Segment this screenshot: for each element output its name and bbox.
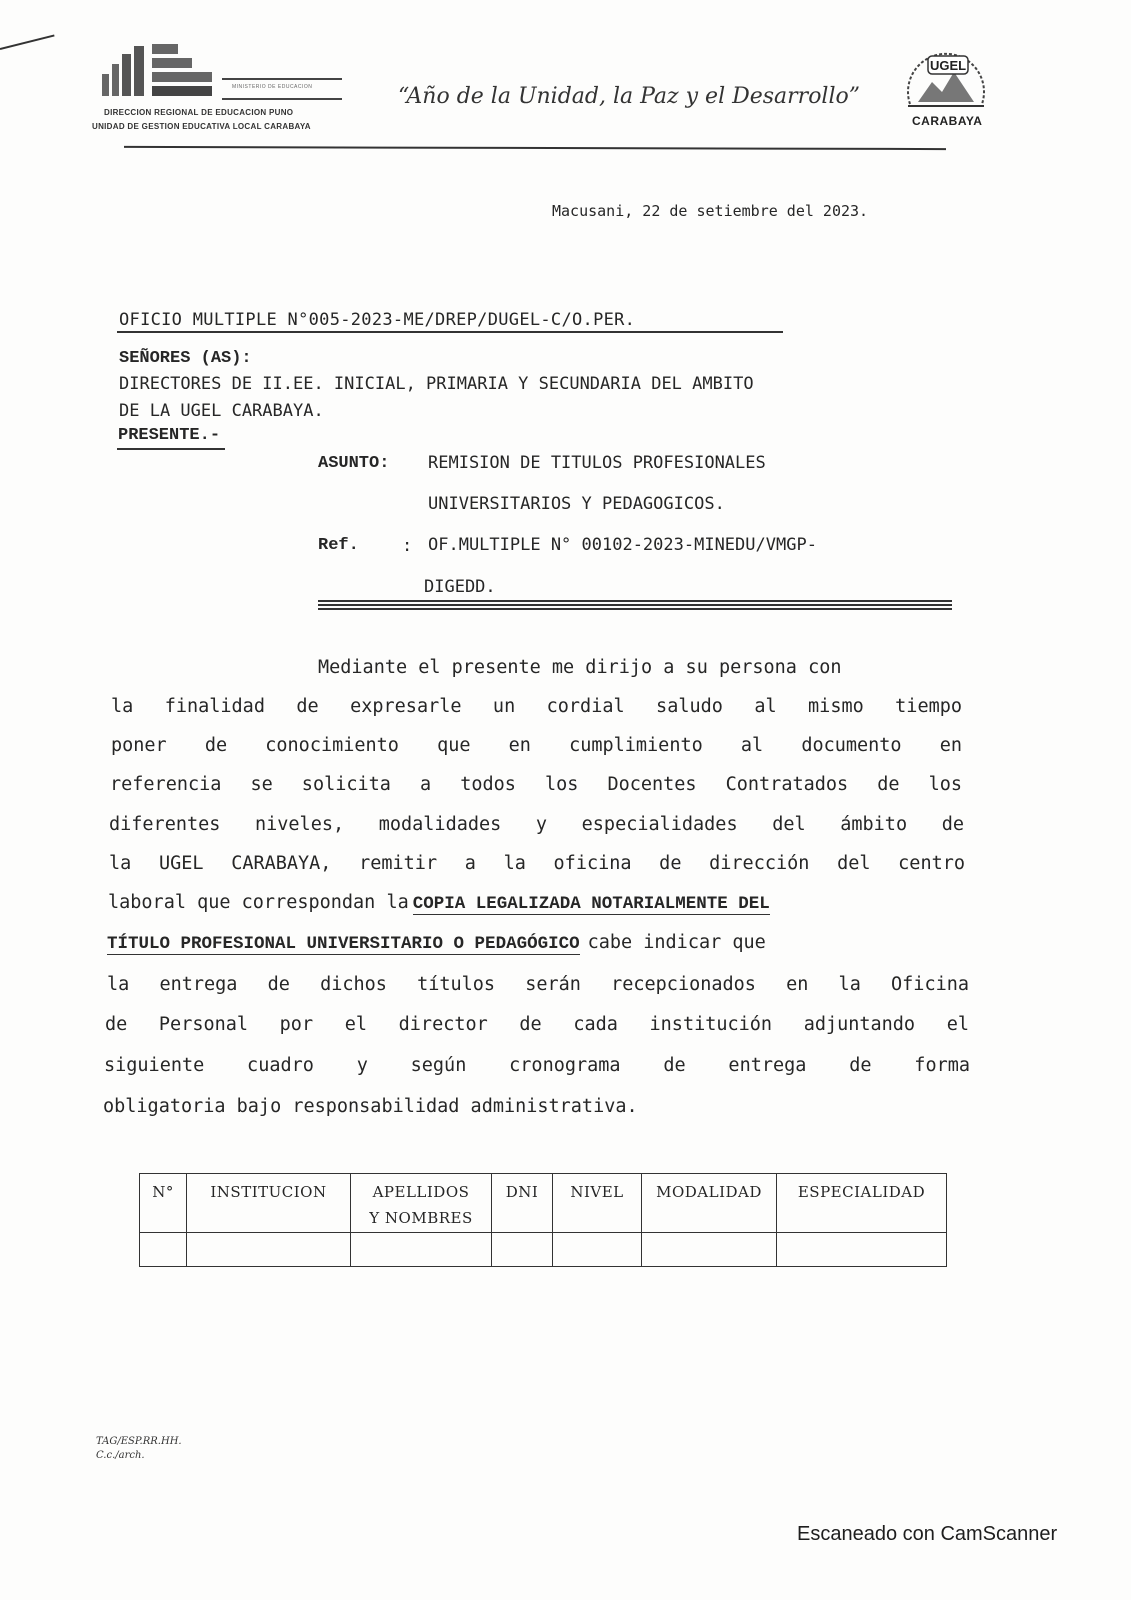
ref-line-1: OF.MULTIPLE N° 00102-2023-MINEDU/VMGP- xyxy=(428,535,817,555)
table-header-row xyxy=(140,1174,947,1233)
col-header-modalidad: MODALIDAD xyxy=(642,1174,777,1233)
ref-line-2: DIGEDD. xyxy=(424,577,496,597)
col-header-dni: DNI xyxy=(492,1174,553,1233)
body-line-2: la finalidad de expresarle un cordial saludo al mismo tiempo xyxy=(111,696,962,717)
logo-ministry-text: MINISTERIO DE EDUCACION xyxy=(232,84,313,90)
presente-label: PRESENTE.- xyxy=(118,426,221,445)
ugel-caption: CARABAYA xyxy=(912,114,983,128)
addressee-line-2: DE LA UGEL CARABAYA. xyxy=(119,401,324,421)
salutation: SEÑORES (AS): xyxy=(119,349,252,368)
body-highlight-part-2: TÍTULO PROFESIONAL UNIVERSITARIO O PEDAGÓGICO xyxy=(107,934,580,954)
separator-rule-bottom xyxy=(318,608,952,610)
separator-rule-top xyxy=(318,600,952,602)
table-row xyxy=(140,1232,947,1266)
scanner-watermark: Escaneado con CamScanner xyxy=(797,1523,1058,1545)
asunto-line-2: UNIVERSITARIOS Y PEDAGOGICOS. xyxy=(428,494,725,514)
table-cell xyxy=(351,1232,492,1266)
separator-rule-mid xyxy=(318,604,952,606)
col-header-number: N° xyxy=(140,1174,187,1233)
col-header-especialidad: ESPECIALIDAD xyxy=(777,1174,947,1233)
ref-colon: : xyxy=(402,536,413,556)
body-highlight-part-1: COPIA LEGALIZADA NOTARIALMENTE DEL xyxy=(412,894,770,914)
letter-date: Macusani, 22 de setiembre del 2023. xyxy=(552,202,869,220)
col-header-apellidos-nombres xyxy=(351,1174,492,1233)
org-line-1: DIRECCION REGIONAL DE EDUCACION PUNO xyxy=(104,108,294,117)
table-cell xyxy=(642,1232,777,1266)
ref-label: Ref. xyxy=(318,536,359,555)
footer-initials: TAG/ESP.RR.HH. xyxy=(96,1436,182,1447)
table-cell xyxy=(140,1232,187,1266)
ugel-seal-text: UGEL xyxy=(929,58,967,73)
oficio-underline xyxy=(117,331,783,333)
logo-rule-bottom xyxy=(222,98,342,100)
col-header-nombres: Y NOMBRES xyxy=(369,1209,473,1227)
ugel-seal-icon xyxy=(898,42,994,112)
pen-stroke-mark xyxy=(0,34,55,49)
body-line-10: de Personal por el director de cada institución adjuntando el xyxy=(105,1014,969,1035)
asunto-line-1: REMISION DE TITULOS PROFESIONALES xyxy=(428,453,766,473)
body-line-9: la entrega de dichos títulos serán recepcionados en la Oficina xyxy=(107,974,969,995)
header-rule xyxy=(124,146,946,150)
asunto-label: ASUNTO: xyxy=(318,454,390,473)
body-line-8 xyxy=(107,932,969,954)
body-line-7-prefix: laboral que correspondan la xyxy=(108,892,409,913)
year-motto: “Año de la Unidad, la Paz y el Desarrollo” xyxy=(398,84,860,109)
body-line-1: Mediante el presente me dirijo a su persona con xyxy=(318,657,842,678)
logo-rule-top xyxy=(222,78,342,80)
footer-cc: C.c./arch. xyxy=(96,1450,145,1461)
body-line-4: referencia se solicita a todos los Docentes Contratados de los xyxy=(110,774,962,795)
body-line-8-suffix: cabe indicar que xyxy=(587,932,766,953)
presente-underline xyxy=(117,448,225,450)
table-cell xyxy=(553,1232,642,1266)
teacher-data-table xyxy=(139,1173,947,1267)
table-cell xyxy=(777,1232,947,1266)
body-line-6: la UGEL CARABAYA, remitir a la oficina de dirección del centro xyxy=(109,853,965,874)
col-header-nivel: NIVEL xyxy=(553,1174,642,1233)
oficio-number: OFICIO MULTIPLE N°005-2023-ME/DREP/DUGEL-C/O.PER. xyxy=(119,310,636,330)
col-header-apellidos: APELLIDOS xyxy=(372,1183,470,1201)
table-cell xyxy=(492,1232,553,1266)
addressee-line-1: DIRECTORES DE II.EE. INICIAL, PRIMARIA Y SECUNDARIA DEL AMBITO xyxy=(119,374,754,394)
col-header-institucion: INSTITUCION xyxy=(187,1174,351,1233)
body-line-5: diferentes niveles, modalidades y especialidades del ámbito de xyxy=(109,814,964,835)
body-line-12: obligatoria bajo responsabilidad administrativa. xyxy=(103,1096,638,1117)
body-line-11: siguiente cuadro y según cronograma de entrega de forma xyxy=(104,1055,970,1076)
body-line-7 xyxy=(108,892,968,914)
body-line-3: poner de conocimiento que en cumplimiento al documento en xyxy=(111,735,962,756)
table-cell xyxy=(187,1232,351,1266)
org-line-2: UNIDAD DE GESTION EDUCATIVA LOCAL CARABAYA xyxy=(92,122,311,131)
